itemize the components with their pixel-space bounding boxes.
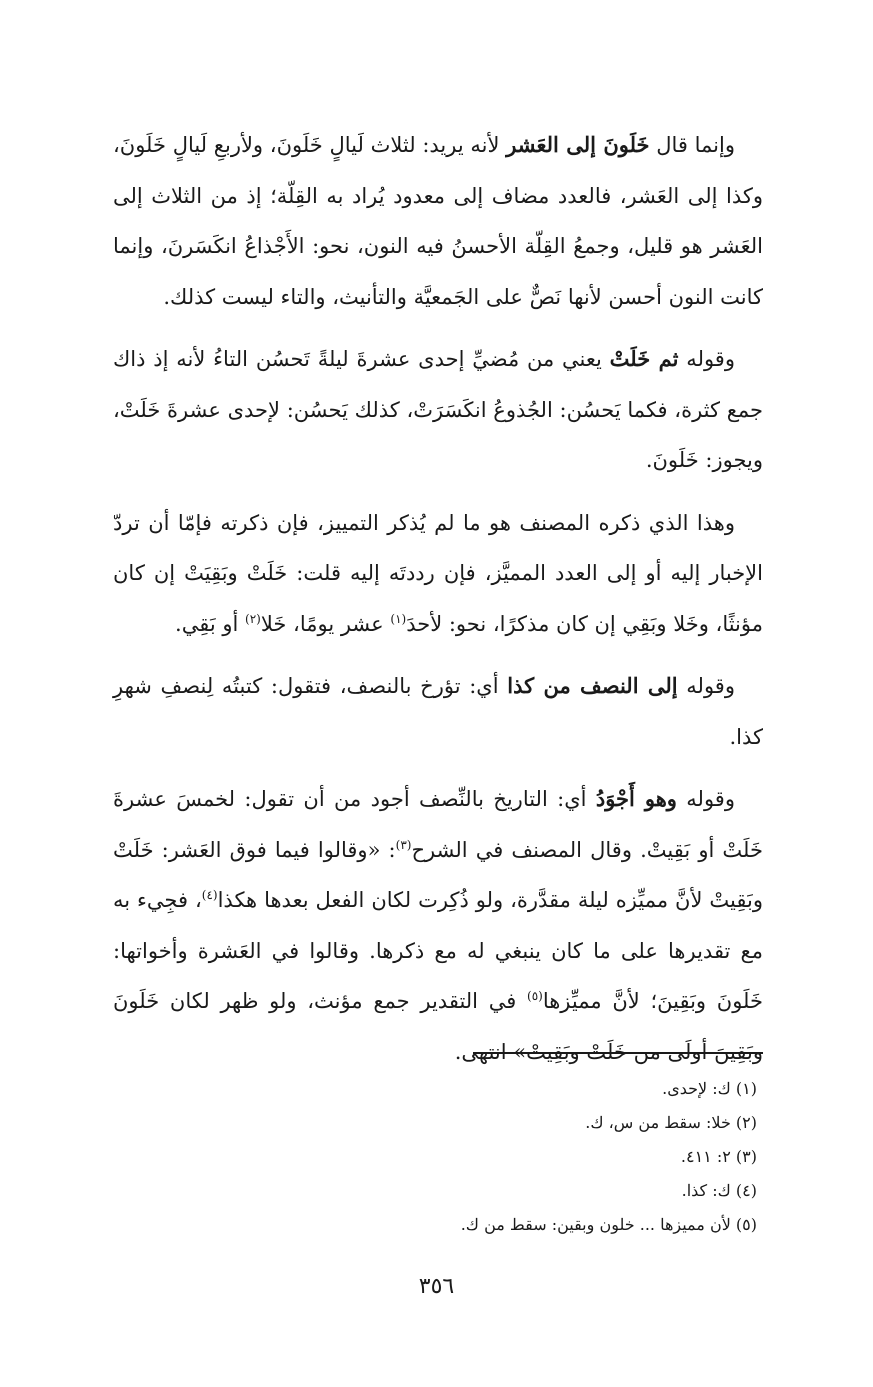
paragraph-text: أو بَقِي. [175,611,246,636]
paragraph-3 [113,498,763,650]
footnotes [113,1072,763,1242]
footnote-4: (٤) ك: كذا. [681,1181,757,1200]
footnote-3: (٣) ٢: ٤١١. [680,1147,757,1166]
footnote-1: (١) ك: لإحدى. [662,1079,757,1098]
paragraph-text: لأنه يريد: لثلاث لَيالٍ خَلَونَ، ولأربعِ لَيالٍ خَلَونَ، وكذا إلى العَشر، فالعدد مضاف إلى معدود يُراد به القِلّة؛ إذ من الثلاث إلى العَشر هو قليل، وجمعُ القِلّة الأحسنُ فيه النون، نحو: الأَجْذاعُ انكَسَرنَ، وإنما كانت النون أحسن لأنها نَصٌّ على الجَمعيَّة والتأنيث، والتاء ليست كذلك. [113,133,763,309]
paragraph-text: أي: تؤرخ بالنصف، فتقول: كتبتُه لِنصفِ شهرِ كذا. [113,674,763,749]
footnote-2: (٢) خلا: سقط من س، ك. [585,1113,757,1132]
paragraph-4 [113,661,763,762]
paragraph-text: وهذا الذي ذكره المصنف هو ما لم يُذكر التمييز، فإن ذكرته فإمّا أن تردّ الإخبار إليه أو إلى العدد المميَّز، فإن رددتَه إليه قلت: خَلَتْ وبَقِيَتْ إن كان مؤنثًا، وخَلا وبَقِي إن كان مذكرًا، نحو: لأحدَ [113,510,763,636]
paragraph-text: ، فجِيء به مع تقديرها على ما كان ينبغي له مع ذكرها. وقالوا في العَشرة وأخواتها: خَلَونَ وبَقِينَ؛ لأنَّ مميِّزها [113,888,763,1013]
footnote-5: (٥) لأن مميزها ... خلون وبقين: سقط من ك. [460,1215,757,1234]
paragraph-text: في التقدير جمع مؤنث، ولو ظهر لكان خَلَونَ وبَقِينَ أولَى من خَلَتْ وبَقِيتْ» انتهى. [113,989,763,1064]
quoted-phrase: خَلَونَ إلى العَشر [506,132,650,157]
paragraph-lead: وقوله [678,347,735,371]
quoted-phrase: وهو أَجْوَدُ [595,786,677,811]
paragraph-text: يعني من مُضيِّ إحدى عشرةَ ليلةً تَحسُن التاءُ لأنه إذ ذاك جمع كثرة، فكما يَحسُن: الجُذوعُ انكَسَرَتْ، كذلك يَحسُن: لإحدى عشرةَ خَلَتْ، ويجوز: خَلَونَ. [113,347,763,472]
paragraph-lead: وقوله [677,674,735,698]
quoted-phrase: إلى النصف من كذا [507,673,678,698]
paragraph-5 [113,774,763,1077]
page-number: ٣٥٦ [418,1274,455,1299]
paragraph-text: : «وقالوا فيما فوق العَشر: خَلَتْ وبَقِيتْ لأنَّ مميِّزه ليلة مقدَّرة، ولو ذُكِرت لكان الفعل بعدها هكذا [113,837,763,912]
main-text [113,120,763,1089]
footnote-ref[interactable]: (٢) [245,611,261,626]
footnote-ref[interactable]: (٥) [527,989,543,1003]
paragraph-text: عشر يومًا، خَلا [260,611,391,636]
paragraph-2 [113,334,763,486]
footnote-divider [473,1052,763,1054]
footnote-ref[interactable]: (١) [390,611,407,626]
paragraph-1 [113,120,763,322]
footnote-ref[interactable]: (٤) [201,888,218,902]
paragraph-text: أي: التاريخ بالنِّصف أجود من أن تقول: لخمسَ عشرةَ خَلَتْ أو بَقِيتْ. وقال المصنف في الشرح [113,787,763,862]
paragraph-lead: وإنما قال [649,133,736,157]
footnote-ref[interactable]: (٣) [395,837,412,852]
paragraph-lead: وقوله [676,787,735,811]
quoted-phrase: ثم خَلَتْ [609,346,679,371]
